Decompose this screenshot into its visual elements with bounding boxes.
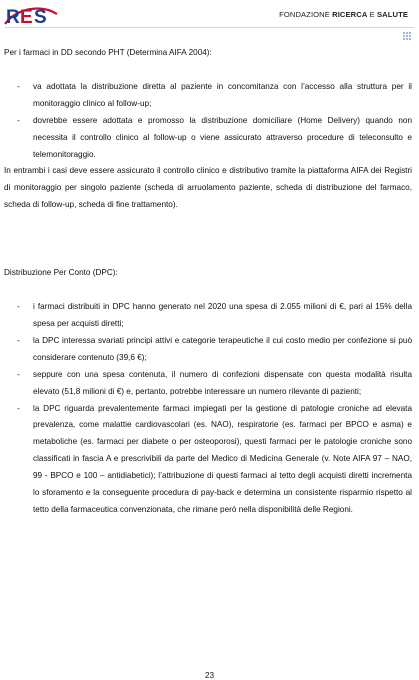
document-body: [4, 45, 412, 519]
svg-text:S: S: [34, 7, 46, 26]
svg-text:E: E: [20, 7, 32, 26]
pht-bullet-list: [4, 79, 412, 164]
spacer: [4, 214, 412, 265]
page-header: [0, 0, 419, 26]
dpc-bullet-list: [4, 299, 412, 519]
organization-name: FONDAZIONE RICERCA E SALUTE: [279, 10, 408, 19]
spacer: [4, 282, 412, 299]
list-item: - la DPC interessa svariati principi attivi e categorie terapeutiche il cui costo medio per confezione si può considerare contenuto (39,6 €);: [17, 335, 412, 362]
list-item: - va adottata la distribuzione diretta al paziente in concomitanza con l’accesso alla struttura per il monitoraggio clinico al follow-up;: [17, 81, 412, 108]
svg-text:R: R: [6, 7, 19, 26]
list-item: - seppure con una spesa contenuta, il numero di confezioni dispensate con questa modalità risulta elevato (51,8 milioni di €) e, pertanto, potrebbe interessare un numero rilevante di pazienti;: [17, 369, 412, 396]
spacer: [4, 62, 412, 79]
page-number: 23: [204, 671, 215, 680]
list-item: - la DPC riguarda prevalentemente farmaci impiegati per la gestione di patologie croniche ad elevata prevalenza, come malattie cardiovascolari (es. NAO), respiratorie (es. farmaci per BPCO e asma) e metaboliche (es. farmaci per diabete o per osteoporosi), questi farmaci per le patologie croniche sono classificati in fascia A e prescrivibili da parte del Medico di Medicina Generale (v. Note AIFA 97 – NAO, 99 - BPCO e 100 – antidiabetici); l’attribuzione di questi farmaci al tetto degli acquisti diretti incrementa lo sforamento e la conseguente procedura di pay-back e determina un consistente risparmio rispetto al tetto della farmaceutica convenzionata, che rimane però nella disponibilità delle Regioni.: [17, 403, 412, 514]
list-item: - i farmaci distribuiti in DPC hanno generato nel 2020 una spesa di 2.055 milioni di €, pari al 15% della spesa per acquisti diretti;: [17, 302, 412, 328]
header-divider: [5, 27, 414, 28]
dots-icon: [402, 31, 412, 41]
res-logo: [3, 2, 59, 26]
section-pht-heading: Per i farmaci in DD secondo PHT (Determina AIFA 2004):: [4, 48, 212, 57]
section-dpc-heading: Distribuzione Per Conto (DPC):: [4, 268, 118, 278]
pht-paragraph: In entrambi i casi deve essere assicurato il controllo clinico e distributivo tramite la piattaforma AIFA dei Registri di monitoraggio per singolo paziente (scheda di arruolamento paziente, scheda di distribuzione del farmaco, scheda di follow-up, scheda di fine trattamento).: [4, 166, 412, 210]
list-item: - dovrebbe essere adottata e promosso la distribuzione domiciliare (Home Delivery) quando non necessita il controllo clinico al follow-up o viene assicurato attraverso procedure di teleconsulto e telemonitoraggio.: [17, 115, 412, 159]
